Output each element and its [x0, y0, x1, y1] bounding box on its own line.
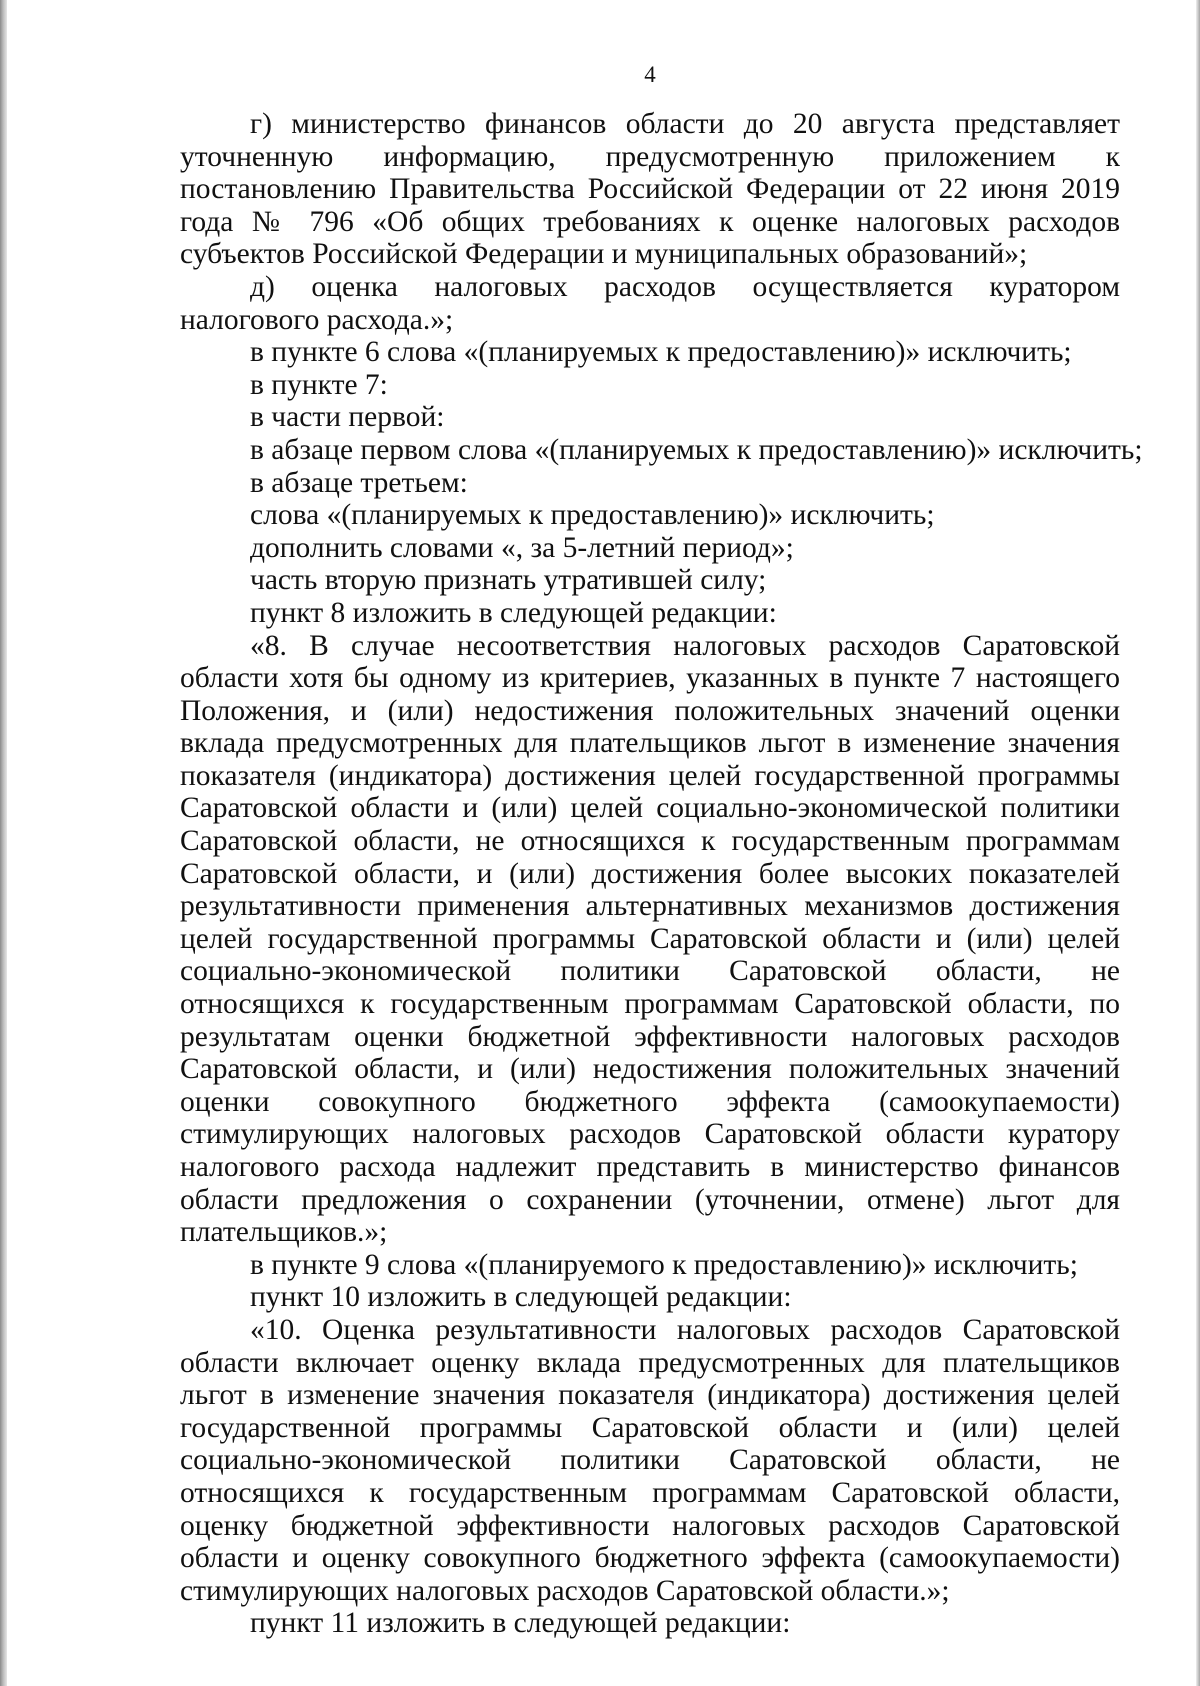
amendment-part-two-void: часть вторую признать утратившей силу;	[250, 564, 767, 597]
paragraph-item-g: г) министерство финансов области до 20 августа представляет уточненную информацию, предусмотренную приложением к постановлению Правительства Российской Федерации от 22 июня 2019 года № 796 «Об общих требованиях к оценке налоговых расходов субъектов Российской Федерации и муниципальных образований»;	[180, 108, 1120, 271]
amendment-words-exclude: слова «(планируемых к предоставлению)» исключить;	[250, 499, 935, 532]
amendment-point-7-heading: в пункте 7:	[250, 368, 388, 401]
amendment-point-8-heading: пункт 8 изложить в следующей редакции:	[250, 596, 777, 629]
amendment-words-add: дополнить словами «, за 5-летний период»;	[250, 531, 794, 564]
paragraph-point-8: «8. В случае несоответствия налоговых расходов Саратовской области хотя бы одному из критериев, указанных в пункте 7 настоящего Положения, и (или) недостижения положительных значений оценки вклада предусмотренных для плательщиков льгот в изменение значения показателя (индикатора) достижения целей государственной программы Саратовской области и (или) целей социально-экономической политики Саратовской области, не относящихся к государственным программам Саратовской области, и (или) достижения более высоких показателей результативности применения альтернативных механизмов достижения целей государственной программы Саратовской области и (или) целей социально-экономической политики Саратовской области, не относящихся к государственным программам Саратовской области, по результатам оценки бюджетной эффективности налоговых расходов Саратовской области, и (или) недостижения положительных значений оценки совокупного бюджетного эффекта (самоокупаемости) стимулирующих налоговых расходов Саратовской области куратору налогового расхода надлежит представить в министерство финансов области предложения о сохранении (уточнении, отмене) льгот для плательщиков.»;	[180, 629, 1120, 1249]
scan-edge-right	[1196, 0, 1200, 1686]
paragraph-item-d: д) оценка налоговых расходов осуществляется куратором налогового расхода.»;	[180, 270, 1120, 336]
amendment-point-10-heading: пункт 10 изложить в следующей редакции:	[250, 1281, 792, 1314]
document-body	[180, 108, 1143, 1640]
page-number: 4	[644, 62, 656, 87]
scan-edge-left	[0, 0, 7, 1686]
amendment-first-subparagraph: в абзаце первом слова «(планируемых к предоставлению)» исключить;	[250, 433, 1143, 466]
paragraph-point-10: «10. Оценка результативности налоговых расходов Саратовской области включает оценку вклада предусмотренных для плательщиков льгот в изменение значения показателя (индикатора) достижения целей государственной программы Саратовской области и (или) целей социально-экономической политики Саратовской области, не относящихся к государственным программам Саратовской области, оценку бюджетной эффективности налоговых расходов Саратовской области и оценку совокупного бюджетного эффекта (самоокупаемости) стимулирующих налоговых расходов Саратовской области.»;	[180, 1313, 1120, 1607]
amendment-part-one-heading: в части первой:	[250, 401, 445, 434]
amendment-point-6: в пункте 6 слова «(планируемых к предоставлению)» исключить;	[250, 336, 1072, 369]
amendment-point-9: в пункте 9 слова «(планируемого к предоставлению)» исключить;	[250, 1248, 1078, 1281]
amendment-point-11-heading: пункт 11 изложить в следующей редакции:	[250, 1607, 791, 1640]
amendment-third-subparagraph-heading: в абзаце третьем:	[250, 466, 468, 499]
